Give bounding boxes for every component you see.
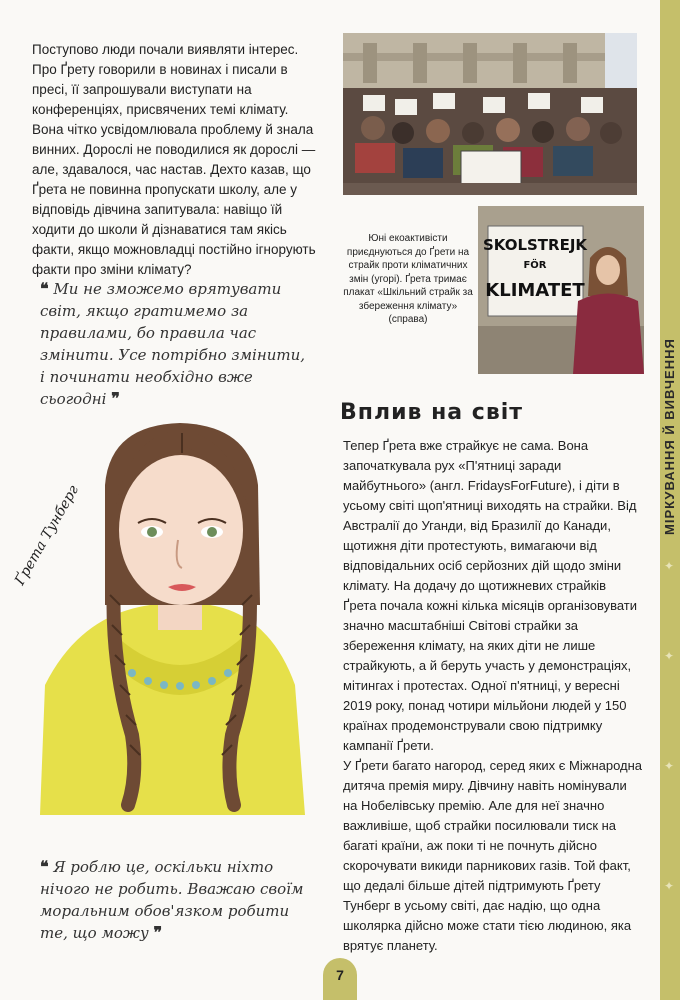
photo-caption: Юні екоактивісти приєднуються до Ґрети на страйк проти кліматичних змін (угорі). Ґрета тримає плакат «Шкільний страйк за збереження клімату» (справа) — [343, 233, 473, 325]
quote-block-1 — [40, 278, 310, 410]
sign-word-1: SKOLSTREJK — [482, 236, 588, 254]
quote-block-2 — [40, 856, 320, 944]
star-icon: ✦ — [664, 759, 675, 773]
chapter-title: МІРКУВАННЯ Й ВИВЧЕННЯ — [662, 338, 677, 535]
quote-open-mark: ❝ — [40, 857, 49, 876]
greta-sign-photo-drawing — [478, 206, 644, 374]
star-icon: ✦ — [664, 559, 675, 573]
activists-photo-drawing — [343, 33, 637, 195]
activists-photo — [343, 33, 637, 195]
sign-word-2: FÖR — [523, 260, 547, 271]
quote-close-mark: ❞ — [111, 389, 120, 408]
quote-text-1: Ми не зможемо врятувати світ, якщо гратимемо за правилами, бо правила час змінити. Усе потрібно змінити, і починати необхідно вже сьогодні — [40, 280, 306, 408]
intro-paragraph: Поступово люди почали виявляти інтерес. Про Ґрету говорили в новинах і писали в пресі, її запрошували виступати на конференціях, присвячених темі клімату. Вона чітко усвідомлювала проблему й знала винних. Дорослі не поводилися як дорослі — але, здавалося, час настав. Дехто казав, що Ґрета не повинна пропускати школу, але у відповідь дівчина запитувала: навіщо їй ходити до школи й дізнаватися там якісь факти, якщо можновладці постійно ігнорують факти про зміни клімату? — [32, 42, 316, 277]
greta-portrait — [20, 405, 320, 825]
star-icon: ✦ — [664, 649, 675, 663]
impact-paragraph: Тепер Ґрета вже страйкує не сама. Вона започаткувала рух «П'ятниці заради майбутнього» (англ. FridaysForFuture), і діти в усьому світі щоп'ятниці виходять на страйки. Від Австралії до Уганди, від Бразилії до Канади, щотижня діти протестують, вимагаючи від відповідальних осіб серйозних дій щодо зміни клімату. На додачу до щотижневих страйків Ґрета почала кожні кілька місяців організовувати значно масштабніші Світові страйки за збереження клімату, на яких діти не лише страйкують, а й беруть участь у демонстраціях, мітингах і протестах. Одної п'ятниці, у вересні 2019 року, понад чотири мільйони людей у 150 країнах продемонстрували свою підтримку кампанії Ґрети. — [343, 438, 638, 753]
portrait-label: Ґрета Тунберг — [12, 482, 82, 588]
sign-word-3: KLIMATET — [485, 280, 585, 301]
quote-close-mark: ❞ — [153, 923, 163, 942]
awards-paragraph: У Ґрети багато нагород, серед яких є Міжнародна дитяча премія миру. Дівчину навіть номінували на Нобелівську премію. Але для неї значно важливіше, щоб страйки посилювали тиск на багаті країни, аж поки ті не почнуть дійсно скорочувати викиди парникових газів. Той факт, що дедалі більше дітей підтримують Ґрету Тунберг в усьому світі, дає надію, що одна школярка дійсно може стати тією людиною, яка врятує планету. — [343, 758, 643, 953]
quote-open-mark: ❝ — [40, 279, 49, 298]
star-icon: ✦ — [664, 879, 675, 893]
section-heading: Вплив на світ — [340, 400, 524, 425]
page-number: 7 — [323, 958, 357, 1000]
greta-sign-photo — [478, 206, 644, 374]
greta-portrait-drawing — [20, 405, 320, 825]
quote-text-2: Я роблю це, оскільки ніхто нічого не робить. Вважаю своїм моральним обов'язком робити те, що можу — [40, 858, 304, 942]
